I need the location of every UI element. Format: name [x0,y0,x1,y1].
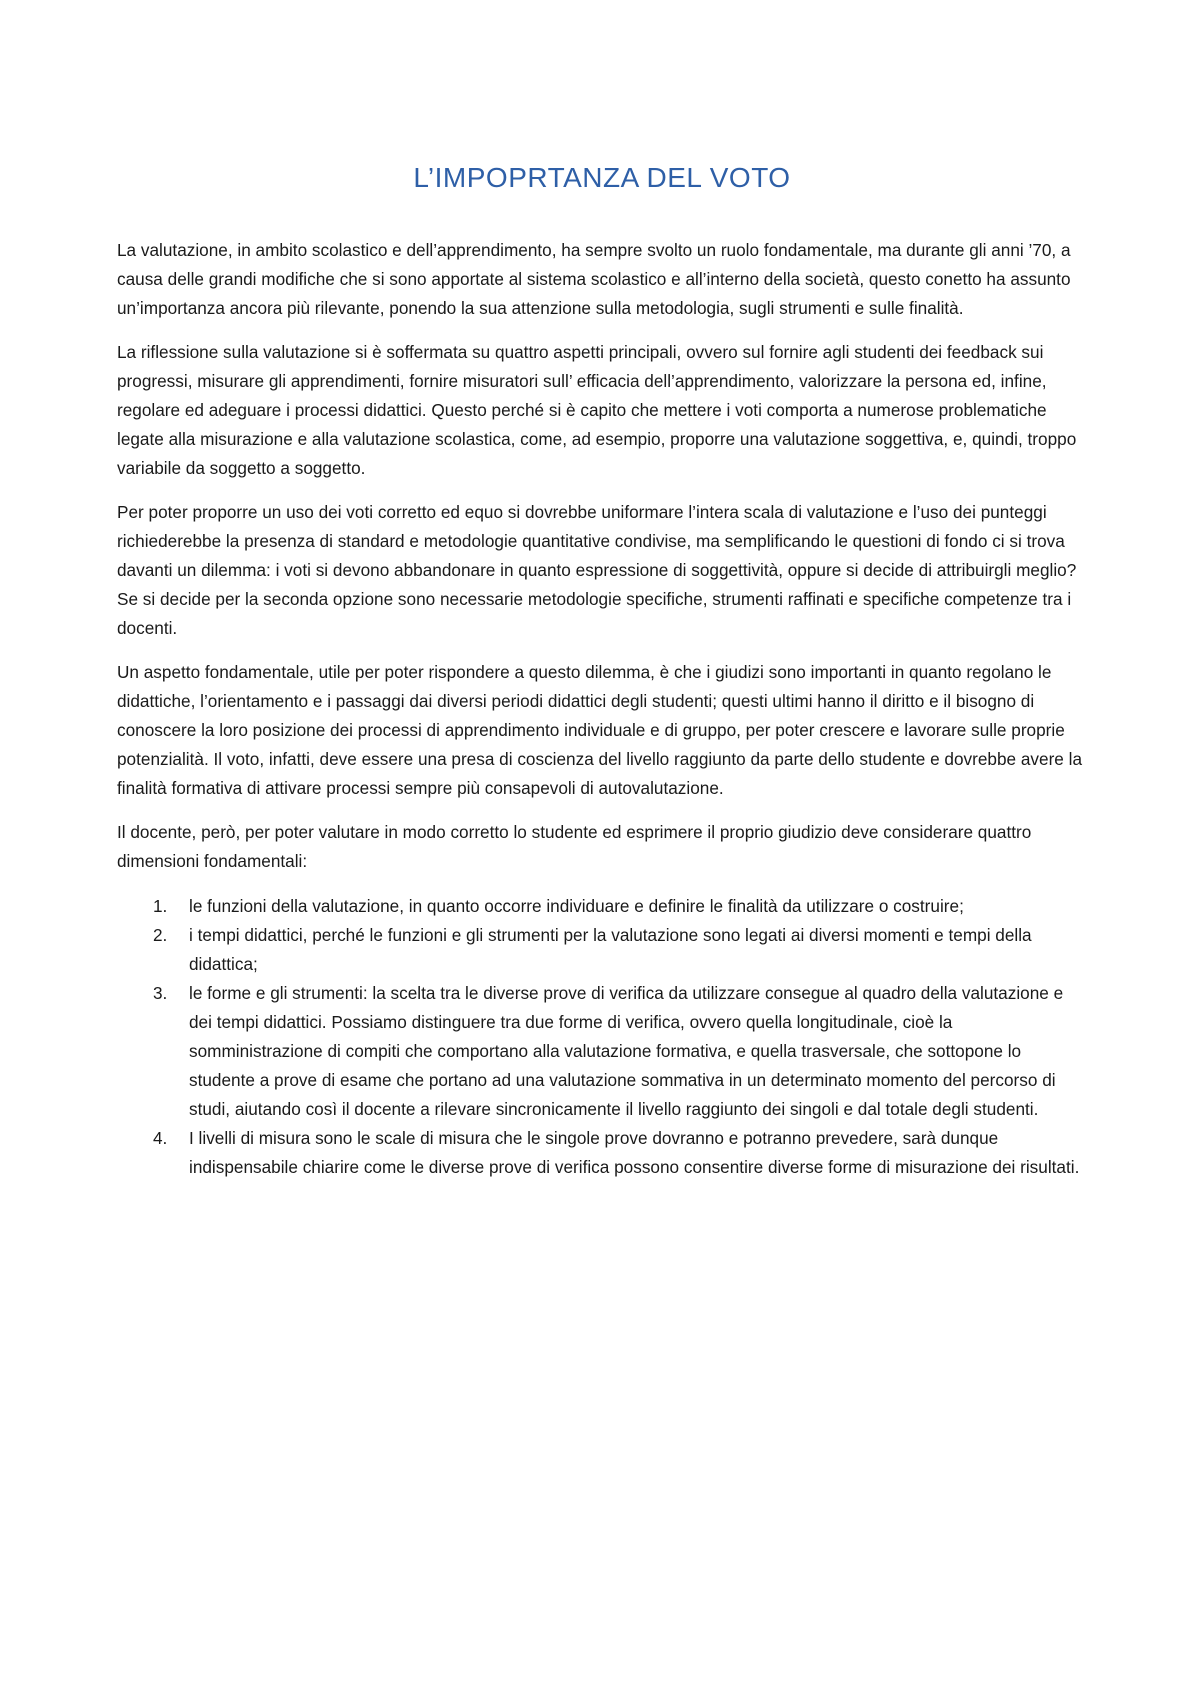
list-item-text: le funzioni della valutazione, in quanto occorre individuare e definire le finalità da utilizzare o costruire; [189,896,964,916]
list-item-text: I livelli di misura sono le scale di misura che le singole prove dovranno e potranno prevedere, sarà dunque indispensabile chiarire come le diverse prove di verifica possono consentire diverse forme di misurazione dei risultati. [189,1128,1080,1177]
paragraph-riflessione: La riflessione sulla valutazione si è soffermata su quattro aspetti principali, ovvero sul fornire agli studenti dei feedback sui progressi, misurare gli apprendimenti, fornire misuratori sull’ efficacia dell’apprendimento, valorizzare la persona ed, infine, regolare ed adeguare i processi didattici. Questo perché si è capito che mettere i voti comporta a numerose problematiche legate alla misurazione e alla valutazione scolastica, come, ad esempio, proporre una valutazione soggettiva, e, quindi, troppo variabile da soggetto a soggetto. [117,342,1077,478]
list-item [117,921,1087,979]
list-item-text: le forme e gli strumenti: la scelta tra le diverse prove di verifica da utilizzare consegue al quadro della valutazione e dei tempi didattici. Possiamo distinguere tra due forme di verifica, ovvero quella longitudinale, cioè la somministrazione di compiti che comportano alla valutazione formativa, e quella trasversale, che sottopone lo studente a prove di esame che portano ad una valutazione sommativa in un determinato momento del percorso di studi, aiutando così il docente a rilevare sincronicamente il livello raggiunto dei singoli e dal totale degli studenti. [189,983,1064,1119]
list-item [117,979,1087,1124]
document-body [117,158,1087,1182]
paragraph-uso-voti: Per poter proporre un uso dei voti corretto ed equo si dovrebbe uniformare l’intera scala di valutazione e l’uso dei punteggi richiederebbe la presenza di standard e metodologie quantitative condivise, ma semplificando le questioni di fondo ci si trova davanti un dilemma: i voti si devono abbandonare in quanto espressione di soggettività, oppure si decide di attribuirgli meglio? Se si decide per la seconda opzione sono necessarie metodologie specifiche, strumenti raffinati e specifiche competenze tra i docenti. [117,502,1077,638]
list-number: 4. [153,1128,168,1148]
list-number: 2. [153,925,168,945]
list-number: 3. [153,983,168,1003]
list-item [117,892,1087,921]
list-item [117,1124,1087,1182]
document-title: L’IMPOPRTANZA DEL VOTO [413,162,791,193]
paragraph-intro: La valutazione, in ambito scolastico e dell’apprendimento, ha sempre svolto un ruolo fondamentale, ma durante gli anni ’70, a causa delle grandi modifiche che si sono apportate al sistema scolastico e all’interno della società, questo conetto ha assunto un’importanza ancora più rilevante, ponendo la sua attenzione sulla metodologia, sugli strumenti e sulle finalità. [117,240,1071,318]
list-number: 1. [153,896,168,916]
list-item-text: i tempi didattici, perché le funzioni e gli strumenti per la valutazione sono legati ai diversi momenti e tempi della didattica; [189,925,1032,974]
dimensions-list [117,892,1087,1182]
paragraph-giudizi: Un aspetto fondamentale, utile per poter rispondere a questo dilemma, è che i giudizi sono importanti in quanto regolano le didattiche, l’orientamento e i passaggi dai diversi periodi didattici degli studenti; questi ultimi hanno il diritto e il bisogno di conoscere la loro posizione dei processi di apprendimento individuale e di gruppo, per poter crescere e lavorare sulle proprie potenzialità. Il voto, infatti, deve essere una presa di coscienza del livello raggiunto da parte dello studente e dovrebbe avere la finalità formativa di attivare processi sempre più consapevoli di autovalutazione. [117,662,1083,798]
paragraph-docente: Il docente, però, per poter valutare in modo corretto lo studente ed esprimere il proprio giudizio deve considerare quattro dimensioni fondamentali: [117,822,1032,871]
